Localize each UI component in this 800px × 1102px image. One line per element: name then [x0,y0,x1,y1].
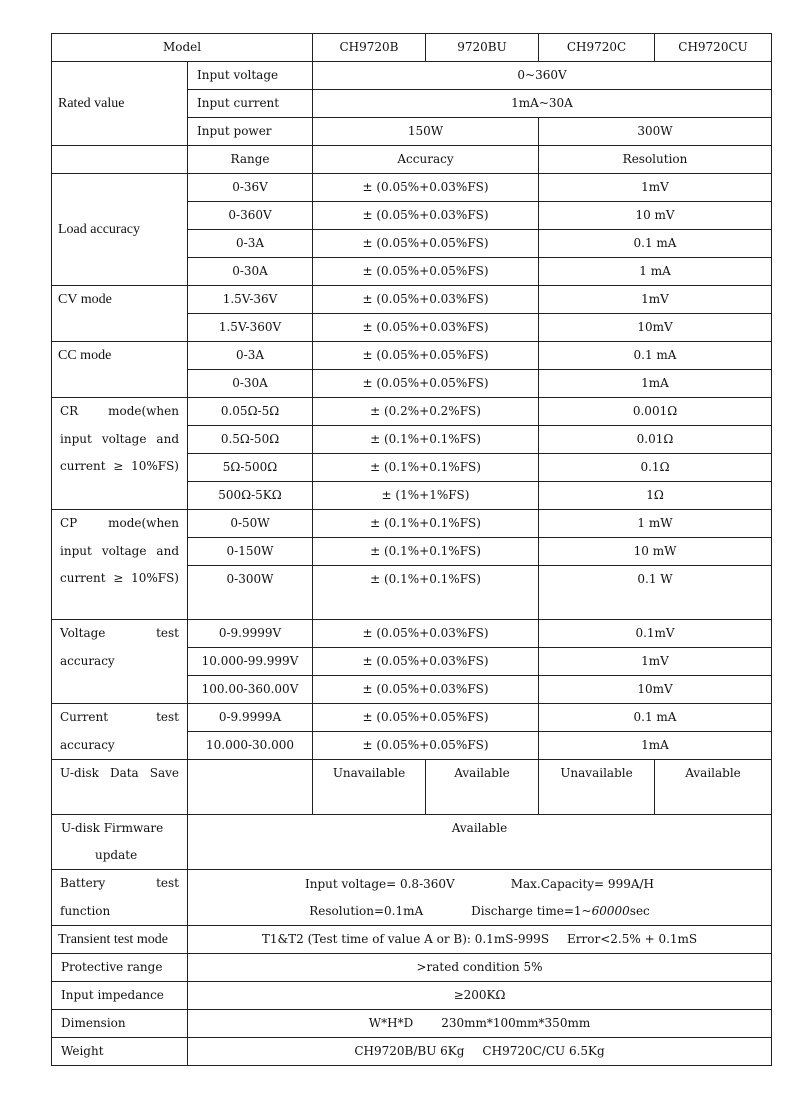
range-cell: 1.5V-360V [188,314,313,342]
resolution-cell: 1mV [539,286,772,314]
battery-test-value [188,870,772,926]
resolution-cell: 0.1mV [539,620,772,648]
table-row [52,398,772,426]
accuracy-cell: ± (0.05%+0.05%FS) [313,258,539,286]
resolution-cell: 1 mA [539,258,772,286]
weight-c-cu: CH9720C/CU 6.5Kg [482,1044,605,1059]
resolution-cell: 1 mW [539,510,772,538]
battery-discharge-unit: sec [629,903,650,918]
dimension-row [52,1010,772,1038]
range-cell: 0-9.9999A [188,704,313,732]
accuracy-cell: ± (0.05%+0.05%FS) [313,342,539,370]
resolution-header: Resolution [539,146,772,174]
rated-value-label: Rated value [52,62,188,146]
model-ch9720cu: CH9720CU [655,34,772,62]
accuracy-cell: ± (0.1%+0.1%FS) [313,538,539,566]
accuracy-cell: ± (0.05%+0.03%FS) [313,314,539,342]
accuracy-cell: ± (0.05%+0.05%FS) [313,732,539,760]
weight-value [188,1038,772,1066]
input-voltage-value: 0~360V [313,62,772,90]
battery-input-voltage: Input voltage= 0.8-360V [305,876,455,891]
range-cell: 10.000-99.999V [188,648,313,676]
udisk-save-ch9720c: Unavailable [539,760,655,815]
udisk-save-row [52,760,772,815]
resolution-cell: 10 mV [539,202,772,230]
range-cell: 0-36V [188,174,313,202]
impedance-row [52,982,772,1010]
range-cell: 0-360V [188,202,313,230]
battery-resolution: Resolution=0.1mA [309,903,424,918]
accuracy-header: Accuracy [313,146,539,174]
transient-row [52,926,772,954]
resolution-cell: 10mV [539,314,772,342]
dimension-label: Dimension [52,1010,188,1038]
accuracy-cell: ± (0.05%+0.03%FS) [313,286,539,314]
transient-test-label: Transient test mode [52,926,188,954]
input-impedance-value: ≥200KΩ [188,982,772,1010]
resolution-cell: 1mV [539,174,772,202]
accuracy-cell: ± (0.1%+0.1%FS) [313,566,539,620]
table-row [52,620,772,648]
battery-test-label: Battery test function [52,870,188,926]
range-cell: 0-30A [188,258,313,286]
load-accuracy-label: Load accuracy [52,174,188,286]
accuracy-cell: ± (0.05%+0.03%FS) [313,648,539,676]
range-cell: 0-50W [188,510,313,538]
accuracy-cell: ± (0.05%+0.05%FS) [313,370,539,398]
accuracy-cell: ± (0.05%+0.03%FS) [313,202,539,230]
protective-row [52,954,772,982]
table-row [52,342,772,370]
resolution-cell: 0.1 mA [539,342,772,370]
weight-row [52,1038,772,1066]
range-cell: 0-9.9999V [188,620,313,648]
accuracy-cell: ± (0.05%+0.05%FS) [313,230,539,258]
protective-range-label: Protective range [52,954,188,982]
rated-voltage-row [52,62,772,90]
range-cell: 0-300W [188,566,313,620]
table-row [52,510,772,538]
transient-test-time: T1&T2 (Test time of value A or B): 0.1mS-999S [261,932,550,947]
range-header: Range [188,146,313,174]
battery-discharge-value: 60000 [591,903,630,918]
resolution-cell: 1mA [539,732,772,760]
resolution-cell: 0.1 mA [539,230,772,258]
cr-mode-label: CR mode(when input voltage and current ≥ 10%FS) [52,398,188,510]
resolution-cell: 1Ω [539,482,772,510]
resolution-cell: 10mV [539,676,772,704]
weight-b-bu: CH9720B/BU 6Kg [354,1044,465,1059]
udisk-firmware-row [52,815,772,870]
cv-mode-label: CV mode [52,286,188,342]
model-label: Model [52,34,313,62]
resolution-cell: 1mA [539,370,772,398]
resolution-cell: 0.1 mA [539,704,772,732]
header-row [52,34,772,62]
voltage-test-accuracy-label: Voltage test accuracy [52,620,188,704]
transient-test-value [188,926,772,954]
resolution-cell: 0.1 W [539,566,772,620]
input-power-b-bu: 150W [313,118,539,146]
range-cell: 0.05Ω-5Ω [188,398,313,426]
current-test-accuracy-label: Current test accuracy [52,704,188,760]
resolution-cell: 0.1Ω [539,454,772,482]
model-ch9720b: CH9720B [313,34,426,62]
table-row [52,174,772,202]
table-row [52,286,772,314]
input-current-value: 1mA~30A [313,90,772,118]
range-cell: 5Ω-500Ω [188,454,313,482]
udisk-firmware-label: U-disk Firmware update [52,815,188,870]
input-current-label: Input current [188,90,313,118]
resolution-cell: 1mV [539,648,772,676]
udisk-save-ch9720b: Unavailable [313,760,426,815]
udisk-save-ch9720cu: Available [655,760,772,815]
range-cell: 0-3A [188,230,313,258]
accuracy-cell: ± (0.1%+0.1%FS) [313,510,539,538]
resolution-cell: 0.01Ω [539,426,772,454]
table-row [52,704,772,732]
udisk-save-9720bu: Available [426,760,539,815]
accuracy-cell: ± (0.1%+0.1%FS) [313,454,539,482]
transient-error: Error<2.5% + 0.1mS [567,932,698,947]
resolution-cell: 0.001Ω [539,398,772,426]
accuracy-cell: ± (1%+1%FS) [313,482,539,510]
udisk-data-save-label: U-disk Data Save [52,760,188,815]
range-cell: 100.00-360.00V [188,676,313,704]
battery-discharge-prefix: Discharge time=1~ [471,903,592,918]
range-cell: 0-150W [188,538,313,566]
accuracy-cell: ± (0.05%+0.03%FS) [313,174,539,202]
dimension-size: 230mm*100mm*350mm [441,1016,591,1031]
dimension-whd: W*H*D [368,1016,414,1031]
input-power-label: Input power [188,118,313,146]
range-cell: 1.5V-36V [188,286,313,314]
range-cell: 0.5Ω-50Ω [188,426,313,454]
range-cell: 10.000-30.000 [188,732,313,760]
column-header-row [52,146,772,174]
accuracy-cell: ± (0.2%+0.2%FS) [313,398,539,426]
cc-mode-label: CC mode [52,342,188,398]
input-power-c-cu: 300W [539,118,772,146]
model-9720bu: 9720BU [426,34,539,62]
accuracy-cell: ± (0.05%+0.03%FS) [313,620,539,648]
accuracy-cell: ± (0.05%+0.05%FS) [313,704,539,732]
accuracy-cell: ± (0.05%+0.03%FS) [313,676,539,704]
spec-table [51,33,772,1066]
accuracy-cell: ± (0.1%+0.1%FS) [313,426,539,454]
range-cell: 500Ω-5KΩ [188,482,313,510]
weight-label: Weight [52,1038,188,1066]
model-ch9720c: CH9720C [539,34,655,62]
resolution-cell: 10 mW [539,538,772,566]
range-cell: 0-30A [188,370,313,398]
udisk-firmware-value: Available [188,815,772,870]
cp-mode-label: CP mode(when input voltage and current ≥ 10%FS) [52,510,188,620]
input-impedance-label: Input impedance [52,982,188,1010]
battery-row [52,870,772,926]
dimension-value [188,1010,772,1038]
protective-range-value: >rated condition 5% [188,954,772,982]
battery-max-capacity: Max.Capacity= 999A/H [510,876,655,891]
range-cell: 0-3A [188,342,313,370]
input-voltage-label: Input voltage [188,62,313,90]
